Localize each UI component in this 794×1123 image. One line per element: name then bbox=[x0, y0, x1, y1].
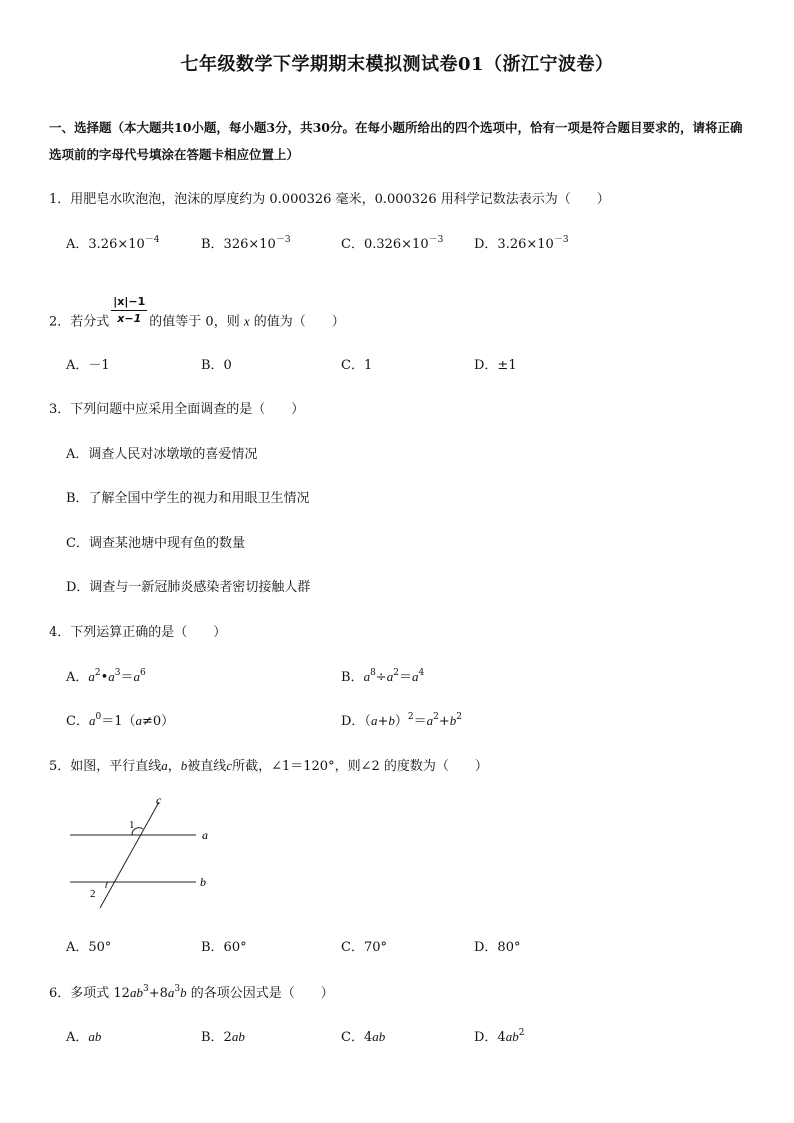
q4-option-d[interactable]: D．$(a+b)^2=a^2+b^2$ bbox=[341, 712, 462, 729]
parallel-lines-figure bbox=[64, 790, 234, 910]
q6-option-d[interactable]: D．$4ab^2$ bbox=[474, 1028, 525, 1045]
fraction: $\frac{|x|-1}{x-1}$ bbox=[113, 295, 146, 325]
label-c: c bbox=[156, 793, 162, 807]
q3-option-b[interactable]: B．了解全国中学生的视力和用眼卫生情况 bbox=[66, 491, 310, 506]
q3-option-d[interactable]: D．调查与一新冠肺炎感染者密切接触人群 bbox=[66, 580, 311, 595]
q2-option-c[interactable]: C．1 bbox=[341, 358, 373, 373]
q5-option-b[interactable]: B．60° bbox=[201, 940, 247, 955]
q1-option-a[interactable]: A．$3.26\times 10^{-4}$ bbox=[66, 235, 160, 252]
question-1-stem: 1．用肥皂水吹泡泡，泡沫的厚度约为 0.000326 毫米，0.000326 用科学记数法表示为（ ） bbox=[49, 192, 610, 207]
q4-option-a[interactable]: A．$a^2•a^3=a^6$ bbox=[66, 668, 146, 685]
q1-option-b[interactable]: B．$326\times 10^{-3}$ bbox=[201, 235, 291, 252]
q2-option-a[interactable]: A．－1 bbox=[66, 358, 110, 373]
q3-option-a[interactable]: A．调查人民对冰墩墩的喜爱情况 bbox=[66, 447, 258, 462]
question-2-stem: 2．若分式 $\frac{|x|-1}{x-1}$ 的值等于 0，则 x 的值为（ ） bbox=[49, 295, 345, 330]
question-3-stem: 3．下列问题中应采用全面调查的是（ ） bbox=[49, 402, 305, 417]
question-5-stem: 5．如图，平行直线a，b被直线c所截，∠1＝120°，则∠2 的度数为（ ） bbox=[49, 758, 488, 774]
q1-option-c[interactable]: C．$0.326\times 10^{-3}$ bbox=[341, 235, 444, 252]
label-a: a bbox=[202, 828, 208, 842]
q6-option-c[interactable]: C．4ab bbox=[341, 1029, 386, 1045]
label-angle-2: 2 bbox=[90, 888, 96, 900]
page-title: 七年级数学下学期期末模拟测试卷01（浙江宁波卷） bbox=[180, 54, 614, 75]
q5-option-d[interactable]: D．80° bbox=[474, 940, 521, 955]
q2-option-b[interactable]: B．0 bbox=[201, 358, 232, 373]
q4-option-c[interactable]: C．$a^0=1(a\ne 0)$ bbox=[66, 712, 175, 729]
q4-option-b[interactable]: B．$a^8\div a^2=a^4$ bbox=[341, 668, 425, 685]
label-angle-1: 1 bbox=[129, 819, 135, 831]
line-c bbox=[100, 802, 159, 908]
q3-option-c[interactable]: C．调查某池塘中现有鱼的数量 bbox=[66, 536, 245, 551]
question-6-stem: 6．多项式 $12ab^3+8a^3b$ 的各项公因式是（ ） bbox=[49, 984, 334, 1001]
q6-option-b[interactable]: B．2ab bbox=[201, 1029, 245, 1045]
question-4-stem: 4．下列运算正确的是（ ） bbox=[49, 625, 227, 640]
label-b: b bbox=[200, 875, 206, 889]
q5-option-a[interactable]: A．50° bbox=[66, 940, 112, 955]
angle-2-arc bbox=[106, 882, 108, 888]
q2-option-d[interactable]: D．±1 bbox=[474, 358, 517, 373]
q5-option-c[interactable]: C．70° bbox=[341, 940, 387, 955]
q6-option-a[interactable]: A．ab bbox=[66, 1029, 102, 1045]
section-heading: 一、选择题（本大题共10小题，每小题3分，共30分。在每小题所给出的四个选项中，恰有一项是符合题目要求的，请将正确选项前的字母代号填涂在答题卡相应位置上） bbox=[49, 120, 743, 162]
q1-option-d[interactable]: D．$3.26\times 10^{-3}$ bbox=[474, 235, 569, 252]
